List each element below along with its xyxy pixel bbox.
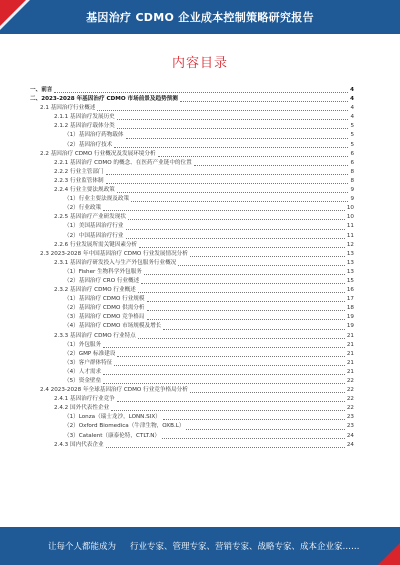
report-footer [0,527,400,565]
toc-title: 内容目录 [171,56,228,71]
toc-entry-text: （3）Catalent（康泰伦特，CTLT.N） [64,432,160,439]
toc-entry[interactable] [30,432,354,441]
toc-entry-text: （1）美国基因治疗行业 [64,223,124,230]
toc-entry-page: 5 [350,123,354,130]
toc-entry[interactable] [30,204,354,213]
toc-leader-dots [139,246,345,248]
toc-entry-page: 17 [346,296,354,303]
toc-leader-dots [114,364,345,366]
toc-leader-dots [106,182,349,184]
toc-entry-text: （1）Fisher 生物科学外包服务 [64,268,142,275]
toc-leader-dots [141,282,345,284]
toc-entry[interactable] [30,213,354,222]
toc-entry-text: 2.4.2 国外代表性企业 [54,405,110,412]
toc-entry-page: 21 [346,359,354,366]
toc-entry-page: 4 [350,105,354,112]
toc-leader-dots [163,418,345,420]
toc-entry-page: 21 [346,332,354,339]
toc-entry-page: 5 [350,132,354,139]
toc-entry[interactable] [30,168,354,177]
toc-entry-page: 8 [350,177,354,184]
toc-entry[interactable] [30,241,354,250]
toc-entry[interactable] [30,122,354,131]
toc-entry[interactable] [30,113,354,122]
toc-leader-dots [178,264,345,266]
toc-entry-text: （1）基因治疗 CDMO 行业规模 [64,296,145,303]
report-title: 基因治疗 CDMO 企业成本控制策略研究报告 [86,11,314,24]
toc-entry-page: 21 [346,341,354,348]
toc-entry[interactable] [30,359,354,368]
toc-leader-dots [126,137,349,139]
toc-leader-dots [103,373,345,375]
toc-entry[interactable] [30,177,354,186]
toc-leader-dots [138,337,345,339]
toc-entry-text: （1）外包服务 [64,341,102,348]
toc-entry-page: 10 [346,214,354,221]
toc-entry-text: （4）人才需求 [64,368,102,375]
toc-entry-text: （2）Oxford Biomedica（牛津生物，OXB.L） [64,423,185,430]
toc-entry-page: 24 [346,432,354,439]
toc-leader-dots [117,355,344,357]
toc-entry-text: 一、前言 [30,87,53,93]
toc-entry-page: 9 [350,187,354,194]
toc-entry-page: 4 [350,114,354,121]
toc-leader-dots [163,328,345,330]
toc-leader-dots [117,400,345,402]
toc-leader-dots [103,382,345,384]
toc-leader-dots [186,428,344,430]
toc-entry[interactable] [30,386,354,395]
toc-entry[interactable] [30,286,354,295]
toc-leader-dots [103,346,345,348]
toc-entry[interactable] [30,277,354,286]
toc-leader-dots [147,300,345,302]
toc-entry-text: （1）基因治疗药物载体 [64,132,124,139]
toc-leader-dots [126,228,345,230]
toc-entry-text: 二、2023-2028 年基因治疗 CDMO 市场前景及趋势预测 [30,96,178,103]
toc-entry[interactable] [30,368,354,377]
toc-leader-dots [54,91,348,93]
toc-leader-dots [111,409,345,411]
toc-entry-page: 15 [346,277,354,284]
toc-leader-dots [190,255,345,257]
toc-leader-dots [128,218,345,220]
toc-entry-page: 5 [350,141,354,148]
toc-entry-text: 2.3.2 基因治疗 CDMO 行业概述 [54,287,136,294]
toc-leader-dots [103,209,345,211]
toc-leader-dots [162,437,345,439]
toc-entry[interactable] [30,86,354,95]
toc-entry-page: 19 [346,323,354,330]
toc-entry[interactable] [30,195,354,204]
toc-entry-text: （2）基因治疗技术 [64,141,113,148]
toc-entry-text: 2.1.2 基因治疗载体分类 [54,123,115,130]
toc-leader-dots [114,146,348,148]
toc-entry-page: 13 [346,250,354,257]
toc-entry-text: （3）基因治疗 CDMO 竞争格局 [64,314,145,321]
toc-entry-page: 18 [346,305,354,312]
toc-entry[interactable] [30,313,354,322]
toc-entry[interactable] [30,404,354,413]
footer-slogan-left: 让每个人都能成为 [48,542,117,552]
toc-entry[interactable] [30,377,354,386]
toc-entry-text: （1）行业主要法规及政策 [64,196,130,203]
toc-entry[interactable] [30,268,354,277]
toc-leader-dots [190,391,345,393]
table-of-contents [30,86,354,450]
toc-entry[interactable] [30,304,354,313]
toc-entry-text: （2）基因治疗 CRO 行业概述 [64,277,140,284]
toc-entry[interactable] [30,441,354,450]
toc-entry[interactable] [30,131,354,140]
toc-entry[interactable] [30,341,354,350]
toc-entry-text: （2）行业政策 [64,205,102,212]
toc-entry-page: 4 [350,96,354,103]
toc-leader-dots [117,118,349,120]
toc-entry-page: 6 [350,150,354,157]
toc-entry-text: 2.3 2023-2028 年中国基因治疗 CDMO 行业发展情况分析 [40,250,188,257]
footer-red-triangle [378,543,400,565]
toc-entry[interactable] [30,95,354,104]
toc-entry-page: 22 [346,405,354,412]
toc-entry[interactable] [30,395,354,404]
toc-entry-text: 2.2.5 基因治疗产业研发现状 [54,214,126,221]
toc-entry-text: （2）基因治疗 CDMO 供需分析 [64,305,145,312]
toc-entry-page: 22 [346,396,354,403]
toc-entry[interactable] [30,259,354,268]
toc-entry-page: 24 [346,441,354,448]
toc-entry-page: 13 [346,268,354,275]
toc-entry-text: 2.4.1 基因治疗行业竞争 [54,396,115,403]
toc-entry-text: 2.3.1 基因治疗研发投入与生产外包服务行业概况 [54,259,177,266]
toc-entry-text: 2.4 2023-2028 年全球基因治疗 CDMO 行业竞争格局分析 [40,387,188,394]
toc-leader-dots [106,173,349,175]
toc-leader-dots [144,273,345,275]
toc-entry-page: 8 [350,168,354,175]
toc-entry[interactable] [30,332,354,341]
toc-entry-page: 11 [346,223,354,230]
toc-entry-text: （2）中国基因治疗行业 [64,232,124,239]
toc-entry-text: 2.1.1 基因治疗发展历史 [54,114,115,121]
toc-leader-dots [131,200,348,202]
toc-entry-page: 22 [346,378,354,384]
toc-entry[interactable] [30,350,354,359]
toc-entry-page: 16 [346,287,354,294]
toc-leader-dots [147,318,345,320]
toc-entry[interactable] [30,413,354,422]
toc-entry[interactable] [30,322,354,331]
toc-entry[interactable] [30,232,354,241]
toc-entry-page: 6 [350,159,354,166]
toc-entry-page: 23 [346,414,354,421]
toc-entry[interactable] [30,250,354,259]
toc-leader-dots [194,164,349,166]
toc-entry-text: 2.1 基因治疗行业概述 [40,105,96,112]
toc-entry-text: 2.2.4 行业主要法规政策 [54,187,115,194]
toc-entry[interactable] [30,141,354,150]
toc-entry-text: 2.2 基因治疗 CDMO 行业概况及发展环境分析 [40,150,156,157]
toc-entry-text: 2.2.6 行业发展所需关键因素分析 [54,241,138,248]
toc-entry-text: 2.3.3 基因治疗 CDMO 行业特点 [54,332,136,339]
toc-leader-dots [126,237,345,239]
toc-entry-page: 9 [350,196,354,203]
toc-leader-dots [106,446,345,448]
toc-entry-page: 21 [346,368,354,375]
toc-leader-dots [117,191,349,193]
toc-entry[interactable] [30,159,354,168]
toc-entry-text: 2.2.1 基因治疗 CDMO 的概念、在医药产业链中的位置 [54,159,192,166]
toc-entry[interactable] [30,295,354,304]
toc-entry-page: 22 [346,387,354,394]
toc-entry-text: （5）资金壁垒 [64,378,102,384]
toc-entry-page: 12 [346,241,354,248]
footer-slogan-right: 行业专家、管理专家、营销专家、战略专家、成本企业家…… [130,542,360,552]
toc-entry-text: （3）客户群体特征 [64,359,113,366]
toc-entry-page: 23 [346,423,354,430]
toc-entry[interactable] [30,222,354,231]
toc-entry-text: 2.2.2 行业主管部门 [54,168,104,175]
toc-entry-page: 19 [346,314,354,321]
toc-entry-text: 2.4.3 国内代表企业 [54,441,104,448]
toc-entry-text: （4）基因治疗 CDMO 市场规模及增长 [64,323,162,330]
toc-leader-dots [117,127,349,129]
report-header [0,0,400,34]
toc-entry-text: （2）GMP 标准建设 [64,350,116,357]
toc-entry-page: 13 [346,259,354,266]
toc-entry-page: 11 [346,232,354,239]
toc-entry[interactable] [30,186,354,195]
toc-leader-dots [180,100,348,102]
toc-entry[interactable] [30,150,354,159]
toc-entry-page: 4 [350,87,354,93]
toc-entry-text: 2.2.3 行业监管体制 [54,177,104,184]
toc-leader-dots [147,309,345,311]
toc-leader-dots [97,109,348,111]
toc-entry-page: 21 [346,350,354,357]
toc-leader-dots [138,291,345,293]
toc-entry-text: （1）Lonza（瑞士龙沙，LONN.SIX） [64,414,161,421]
toc-leader-dots [158,155,349,157]
toc-entry[interactable] [30,422,354,431]
toc-entry-page: 10 [346,205,354,212]
toc-entry[interactable] [30,104,354,113]
